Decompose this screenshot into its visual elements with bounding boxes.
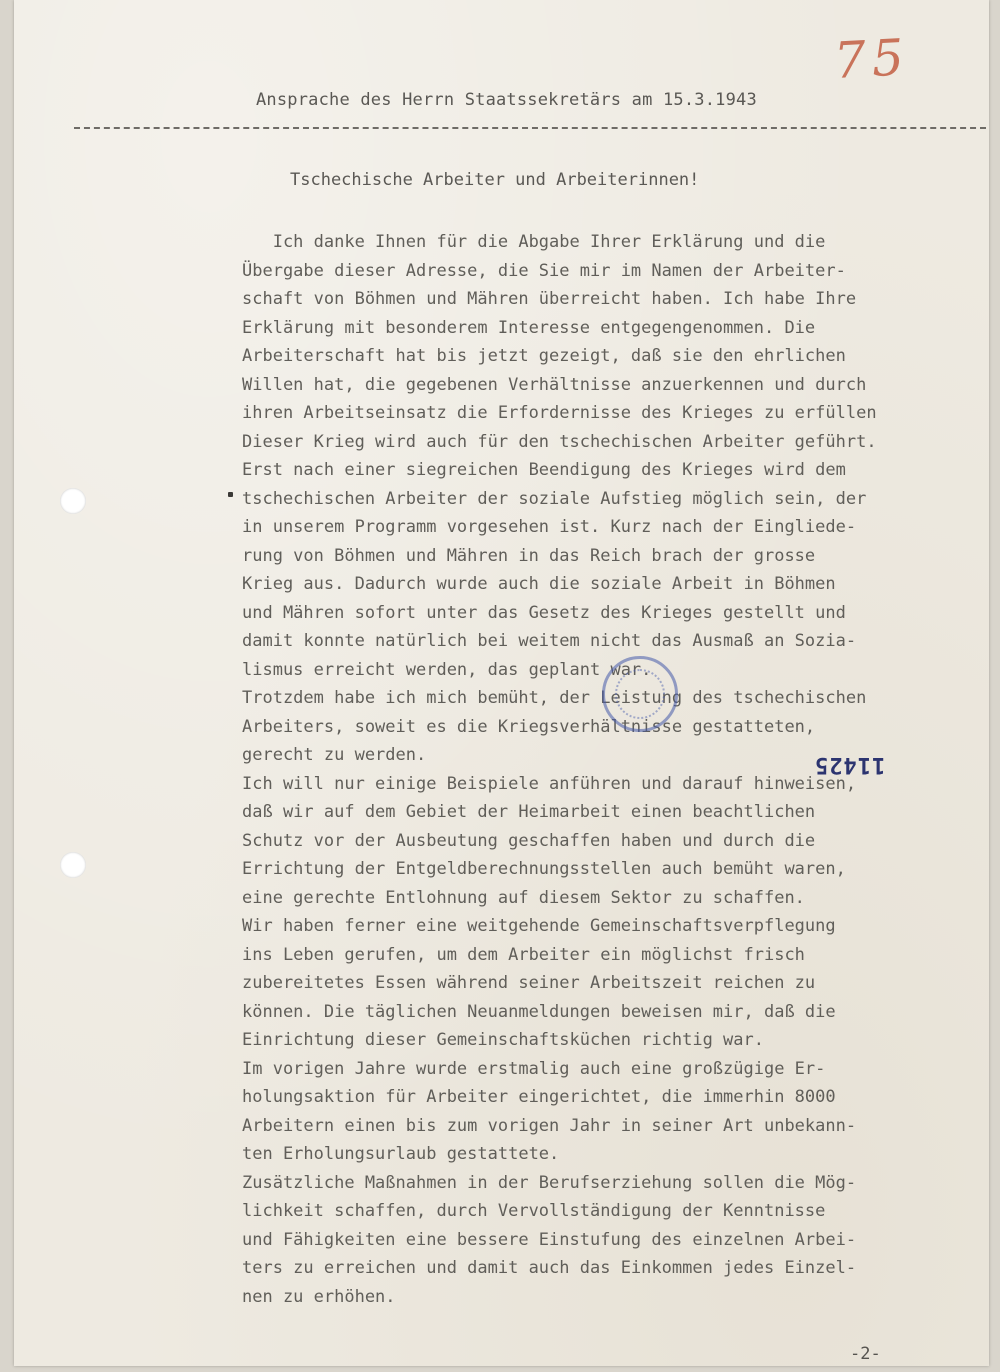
text-line: Einrichtung dieser Gemeinschaftsküchen richtig war. [242,1030,764,1050]
text-line: rung von Böhmen und Mähren in das Reich brach der grosse [242,545,816,566]
punch-hole-upper [60,488,86,514]
text-line: damit konnte natürlich bei weitem nicht das Ausmaß an Sozia- [242,631,857,651]
text-line: in unserem Programm vorgesehen ist. Kurz nach der Eingliede- [242,517,857,537]
text-line: Schutz vor der Ausbeutung geschaffen haben und durch die [242,830,816,851]
text-line: holungsaktion für Arbeiter eingerichtet, die immerhin 8000 [242,1087,836,1107]
text-line: Wir haben ferner eine weitgehende Gemeinschaftsverpflegung [242,916,836,936]
text-line: schaft von Böhmen und Mähren überreicht haben. Ich habe Ihre [242,289,857,309]
text-line: Dieser Krieg wird auch für den tschechischen Arbeiter geführt. [242,431,877,452]
text-line: Ich will nur einige Beispiele anführen und darauf hinweisen, [242,773,857,794]
heading-underline [74,127,986,129]
text-line: ten Erholungsurlaub gestattete. [242,1144,560,1164]
salutation: Tschechische Arbeiter und Arbeiterinnen! [290,170,700,190]
text-line: und Mähren sofort unter das Gesetz des Krieges gestellt und [242,602,846,623]
document-page [14,0,989,1366]
text-line: daß wir auf dem Gebiet der Heimarbeit einen beachtlichen [242,802,816,822]
text-line: lismus erreicht werden, das geplant war. [242,659,652,680]
text-line: Trotzdem habe ich mich bemüht, der Leistung des tschechischen [242,688,867,708]
handwritten-page-number: 75 [832,28,912,90]
text-line: Übergabe dieser Adresse, die Sie mir im Namen der Arbeiter- [242,260,846,281]
text-line: Ich danke Ihnen für die Abgabe Ihrer Erklärung und die [242,232,826,252]
text-line: gerecht zu werden. [242,745,427,765]
text-line: Im vorigen Jahre wurde erstmalig auch eine großzügige Er- [242,1058,826,1079]
text-line: lichkeit schaffen, durch Vervollständigung der Kenntnisse [242,1201,826,1221]
text-line: ins Leben gerufen, um dem Arbeiter ein möglichst frisch [242,944,805,965]
punch-hole-lower [60,852,86,878]
text-line: Arbeiterschaft hat bis jetzt gezeigt, daß sie den ehrlichen [242,346,846,366]
ink-stamp [602,656,678,732]
document-heading: Ansprache des Herrn Staatssekretärs am 15.3.1943 [256,90,757,110]
stamped-registration-number: 11425 [814,752,886,777]
text-line: und Fähigkeiten eine bessere Einstufung des einzelnen Arbei- [242,1229,857,1250]
text-line: ihren Arbeitseinsatz die Erfordernisse des Krieges zu erfüllen [242,403,877,423]
text-line: Willen hat, die gegebenen Verhältnisse anzuerkennen und durch [242,374,867,395]
text-line: tschechischen Arbeiter der soziale Aufstieg möglich sein, der [242,488,867,509]
text-line: Krieg aus. Dadurch wurde auch die soziale Arbeit in Böhmen [242,574,836,594]
text-line: Zusätzliche Maßnahmen in der Berufserziehung sollen die Mög- [242,1172,857,1193]
text-line: nen zu erhöhen. [242,1286,396,1307]
margin-ink-mark [228,492,233,497]
text-line: Erklärung mit besonderem Interesse entgegengenommen. Die [242,317,816,338]
text-line: können. Die täglichen Neuanmeldungen beweisen mir, daß die [242,1001,836,1022]
text-line: Errichtung der Entgeldberechnungsstellen auch bemüht waren, [242,859,846,879]
footer-page-marker: -2- [850,1344,881,1364]
text-line: Arbeiters, soweit es die Kriegsverhältnisse gestatteten, [242,716,816,737]
text-line: Arbeitern einen bis zum vorigen Jahr in seiner Art unbekann- [242,1115,857,1136]
text-line: zubereitetes Essen während seiner Arbeitszeit reichen zu [242,973,816,993]
text-line: Erst nach einer siegreichen Beendigung des Krieges wird dem [242,460,846,480]
text-line: ters zu erreichen und damit auch das Einkommen jedes Einzel- [242,1258,857,1278]
text-line: eine gerechte Entlohnung auf diesem Sektor zu schaffen. [242,887,805,908]
